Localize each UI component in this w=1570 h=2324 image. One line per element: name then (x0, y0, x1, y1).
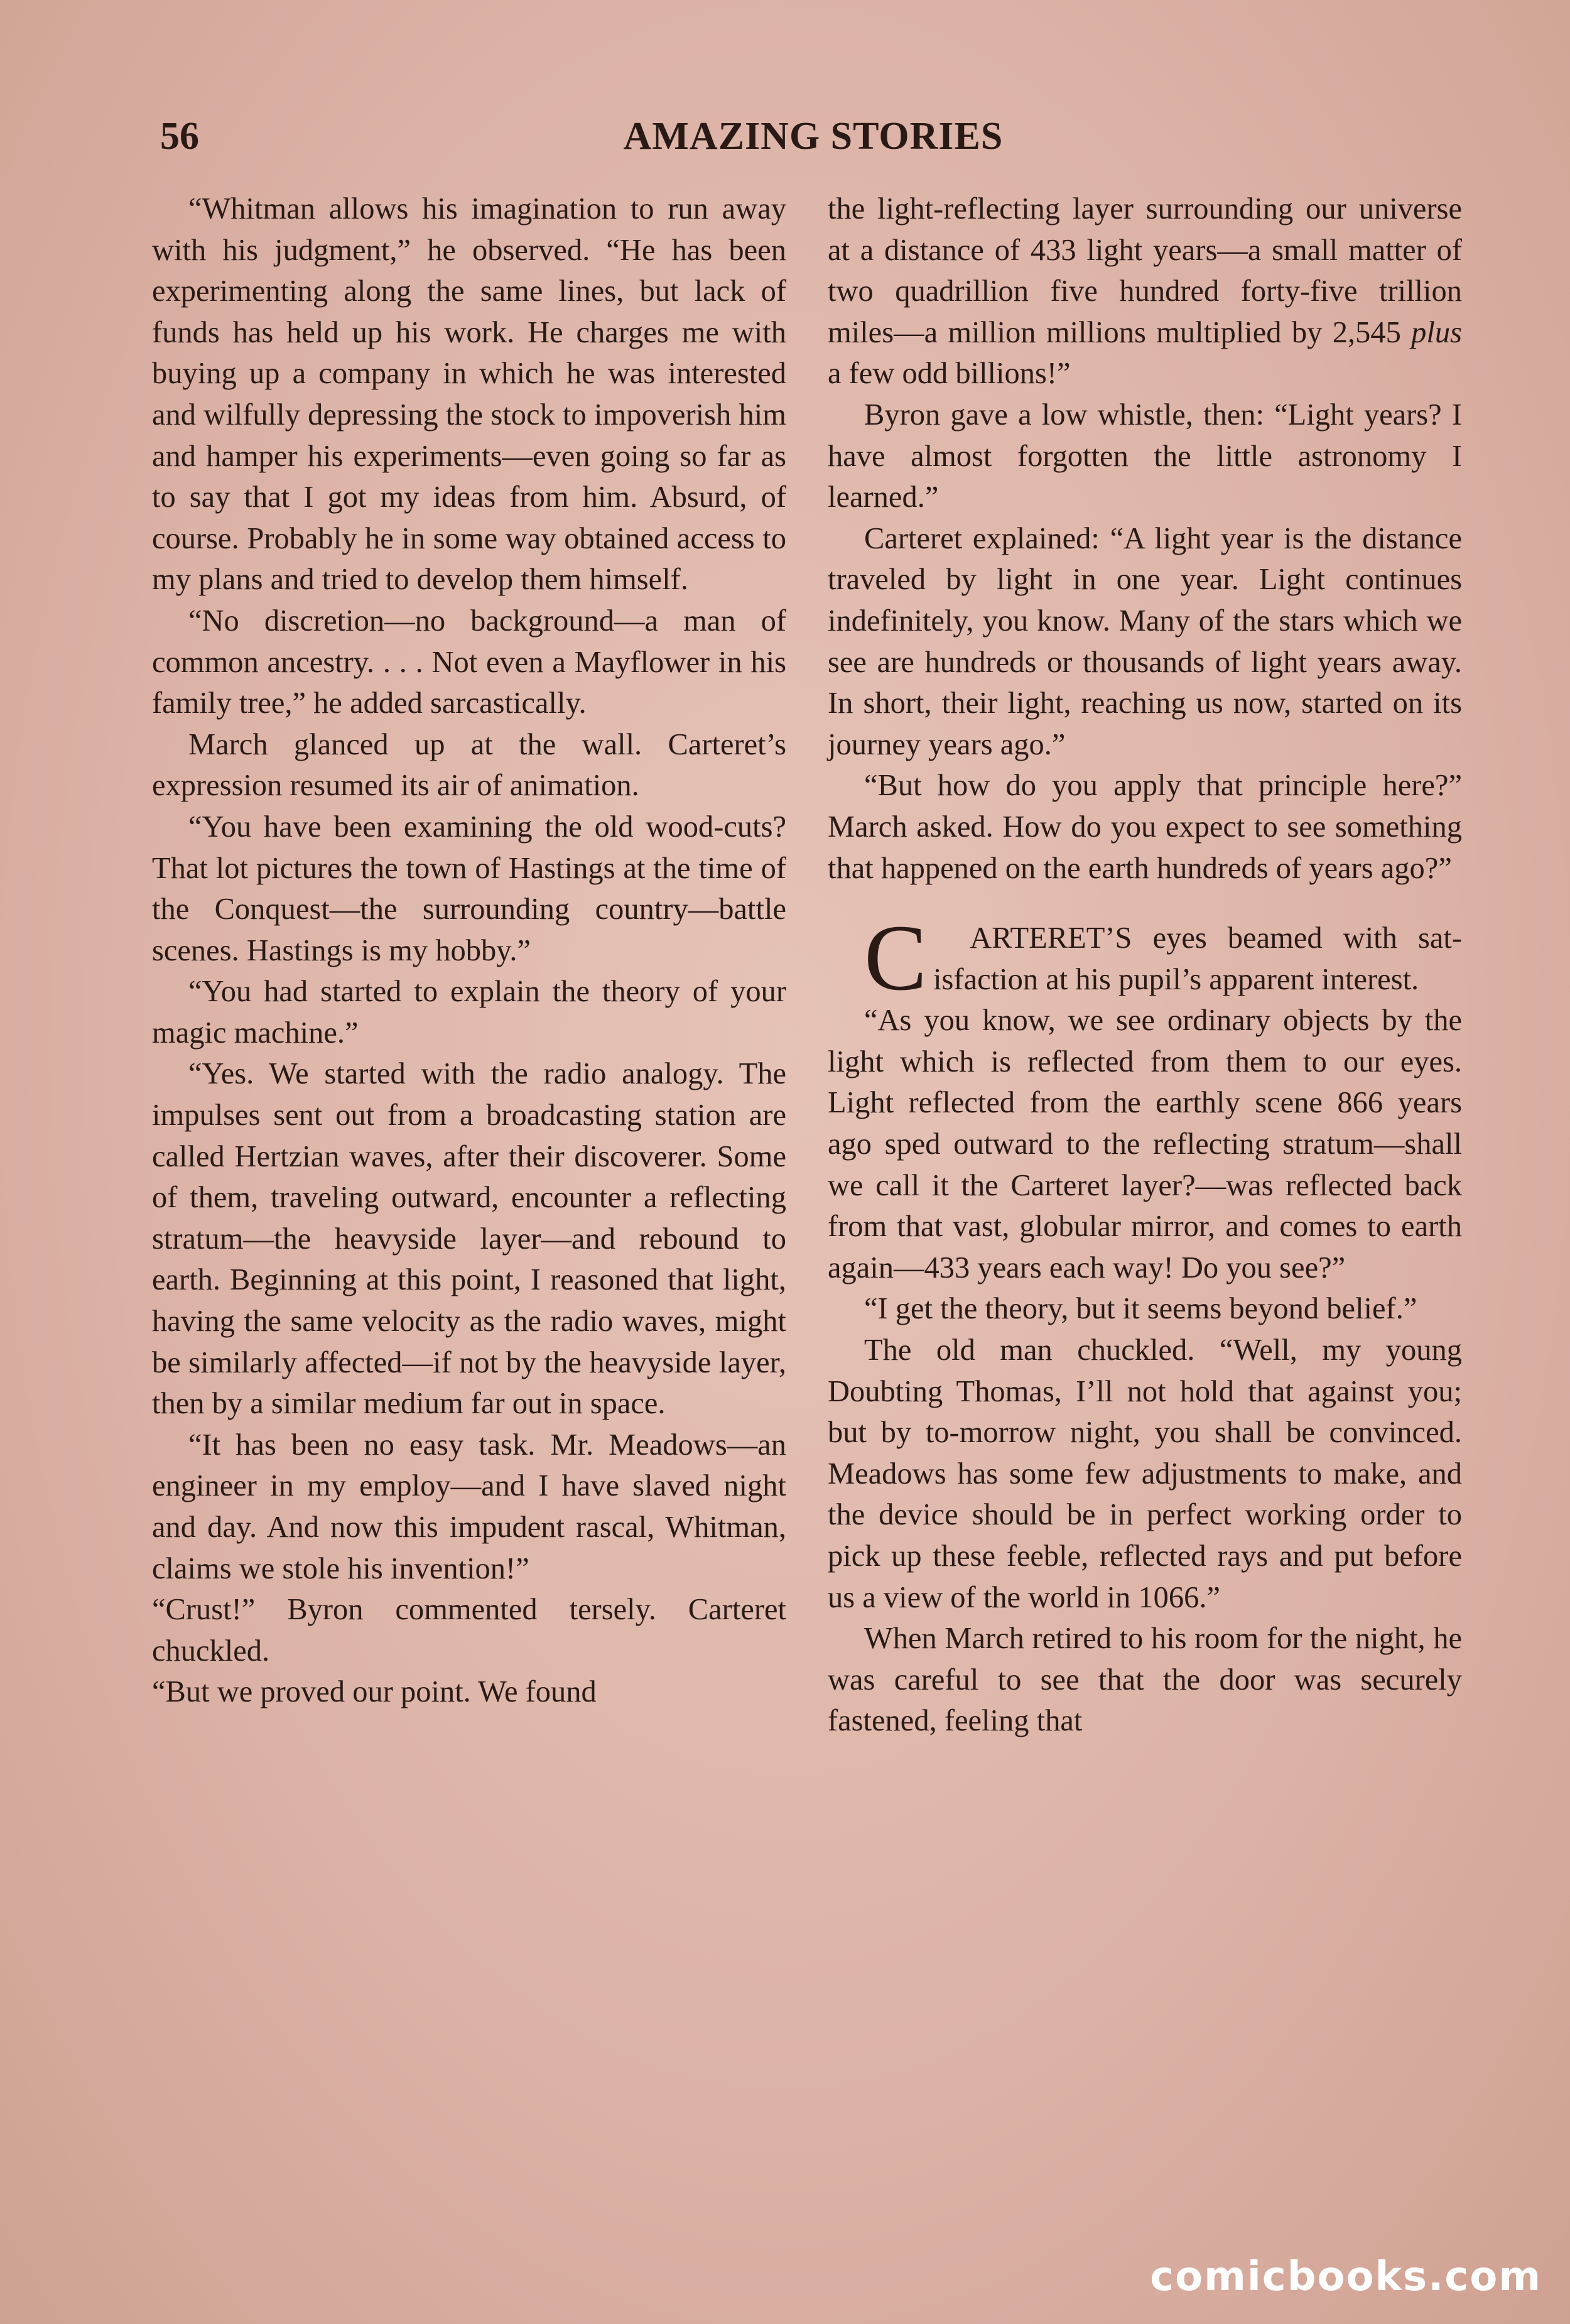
text-run: a few odd billions!” (828, 357, 1071, 391)
magazine-title: AMAZING STORIES (623, 115, 1004, 158)
paragraph: “As you know, we see ordinary objects by the light which is reflected from them to our eyes. Light reflected from the earthly scene 866 years ago sped outward to the reflecting stratum—shall we call it the Carteret layer?—was reflected back from that vast, globular mirror, and comes to earth again—433 years each way! Do you see?” (828, 1004, 1462, 1284)
paragraph: “You have been examining the old wood-cuts? That lot pictures the town of Hastings at the time of the Conquest—the surrounding country—battle scenes. Hastings is my hobby.” (152, 810, 786, 967)
paragraph: The old man chuckled. “Well, my young Doubting Thomas, I’ll not hold that against you; but by to-morrow night, you shall be convinced. Meadows has some few adjustments to make, and the device should be in perfect working order to pick up these feeble, reflected rays and put before us a view of the world in 1066.” (828, 1333, 1462, 1614)
watermark: comicbooks.com (1150, 2254, 1542, 2300)
paragraph: “No discretion—no background—a man of common ancestry. . . . Not even a Mayflower in his family tree,” he added sarcastically. (152, 604, 786, 720)
paragraph: “Crust!” Byron commented tersely. Carteret chuckled. (152, 1593, 786, 1668)
paragraph: Carteret explained: “A light year is the distance traveled by light in one year. Light continues indefinitely, you know. Many of the stars which we see are hundreds or thousands of light years away. In short, their light, reaching us now, started on its journey years ago.” (828, 521, 1462, 761)
paragraph: “I get the theory, but it seems beyond belief.” (864, 1292, 1417, 1326)
page-number: 56 (160, 115, 199, 158)
paragraph (828, 188, 1462, 394)
paragraph: “You had started to explain the theory of your magic machine.” (152, 975, 786, 1050)
text-run: ARTERET’S eyes beamed with satisfaction at his pupil’s apparent interest. (933, 921, 1462, 996)
paragraph: “It has been no easy task. Mr. Meadows—an engineer in my employ—and I have slaved night and day. And now this impudent rascal, Whitman, claims we stole his invention!” (152, 1428, 786, 1585)
paragraph: “Yes. We started with the radio analogy. The impulses sent out from a broadcasting station are called Hertzian waves, after their discoverer. Some of them, traveling outward, encounter a reflecting stratum—the heavyside layer—and rebound to earth. Beginning at this point, I reasoned that light, having the same velocity as the radio waves, might be similarly affected—if not by the heavyside layer, then by a similar medium far out in space. (152, 1057, 786, 1421)
left-column (152, 188, 786, 2180)
drop-cap: C (864, 906, 928, 1011)
paragraph: “Whitman allows his imagination to run away with his judgment,” he observed. “He has been experimenting along the same lines, but lack of funds has held up his work. He charges me with buying up a company in which he was interested and wilfully depressing the stock to impoverish him and hamper his experiments—even going so far as to say that I got my ideas from him. Absurd, of course. Probably he in some way obtained access to my plans and tried to develop them himself. (152, 192, 786, 597)
paragraph: “But we proved our point. We found (152, 1675, 597, 1709)
paragraph: When March retired to his room for the night, he was careful to see that the door was securely fastened, feeling that (828, 1622, 1462, 1738)
paragraph: March glanced up at the wall. Carteret’s expression resumed its air of animation. (152, 727, 786, 803)
paragraph: “But how do you apply that principle here?” March asked. How do you expect to see something that happened on the earth hundreds of years ago?” (828, 769, 1462, 885)
emphasis: plus (1411, 315, 1462, 349)
paragraph-with-drop-cap (828, 906, 1462, 1011)
paragraph: Byron gave a low whistle, then: “Light years? I have almost forgotten the little astronomy I learned.” (828, 398, 1462, 514)
text-run: the light-reflecting layer surrounding our universe at a distance of 433 light years—a small matter of two quadrillion five hundred forty-five trillion miles—a million millions multiplied by 2,545 (828, 192, 1462, 349)
right-column (828, 188, 1462, 2180)
running-head (160, 108, 1466, 165)
